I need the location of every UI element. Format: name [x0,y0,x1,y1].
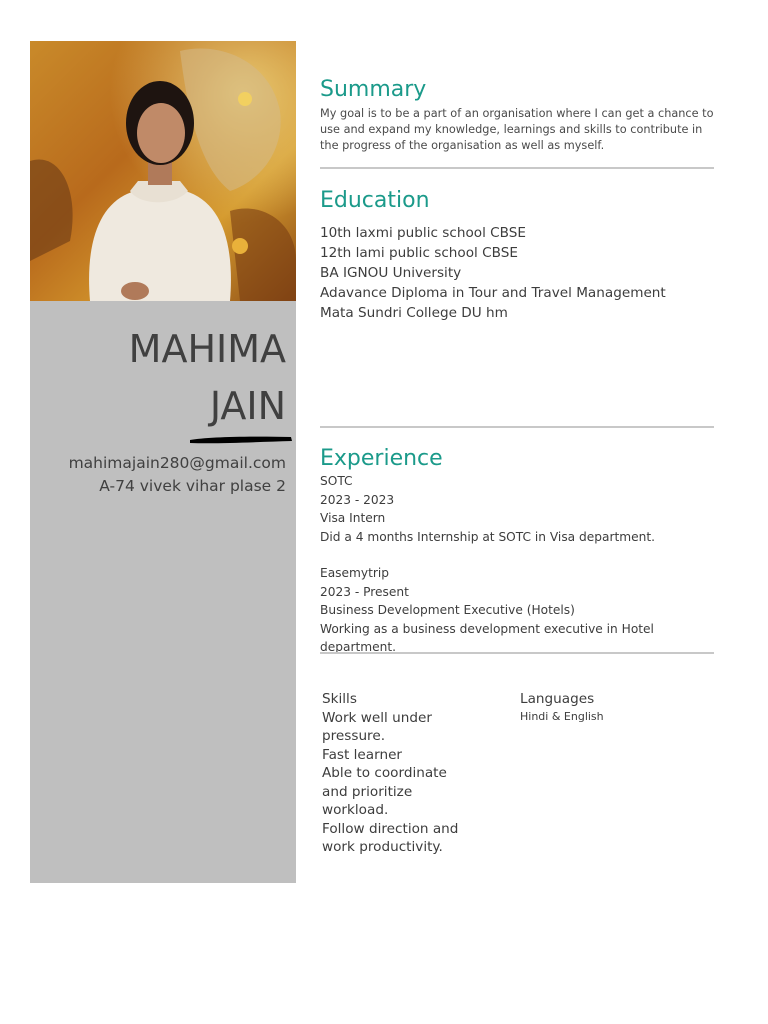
experience-entry [320,564,720,657]
job-role: Business Development Executive (Hotels) [320,603,575,617]
education-item: Mata Sundri College DU hm [320,305,508,321]
job-role: Visa Intern [320,511,386,525]
languages-value: Hindi & English [520,709,604,723]
experience-entry [320,472,720,546]
job-description: Working as a business development executive in Hotel department. [320,621,654,654]
education-item: 10th laxmi public school CBSE [320,225,526,241]
profile-photo [30,41,296,301]
contact-info [69,452,286,498]
summary-heading: Summary [320,77,427,102]
summary-text: My goal is to be a part of an organisation where I can get a chance to use and expand my knowledge, learnings and skills to contribute in the progress of the organisation as well as myself. [320,107,714,152]
education-item: BA IGNOU University [320,265,462,281]
education-item: 12th lami public school CBSE [320,245,518,261]
job-dates: 2023 - Present [320,584,409,599]
skills-list [322,709,472,857]
languages-heading: Languages [520,691,595,707]
skill-item: Able to coordinate and prioritize workload. [322,765,447,818]
first-name: MAHIMA [128,327,286,371]
education-heading: Education [320,188,430,213]
divider [320,426,714,428]
skill-item: Follow direction and work productivity. [322,820,459,855]
address-text: A-74 vivek vihar plase 2 [99,477,286,495]
last-name: JAIN [209,384,286,428]
education-list [320,223,666,323]
full-name [129,321,286,435]
divider [320,167,714,169]
job-description: Did a 4 months Internship at SOTC in Visa department. [320,529,655,544]
redaction-scribble [187,433,295,445]
skill-item: Fast learner [322,746,403,763]
education-item: Adavance Diploma in Tour and Travel Management [320,285,666,301]
company-name: SOTC [320,474,353,488]
skills-heading: Skills [322,691,357,707]
skills-section [322,690,472,857]
divider [320,652,714,654]
experience-heading: Experience [320,446,443,471]
sidebar [30,41,296,883]
email-text: mahimajain280@gmail.com [68,454,286,472]
skill-item: Work well under pressure. [322,709,432,744]
languages-section [520,690,720,725]
company-name: Easemytrip [320,566,390,580]
job-dates: 2023 - 2023 [320,492,395,507]
